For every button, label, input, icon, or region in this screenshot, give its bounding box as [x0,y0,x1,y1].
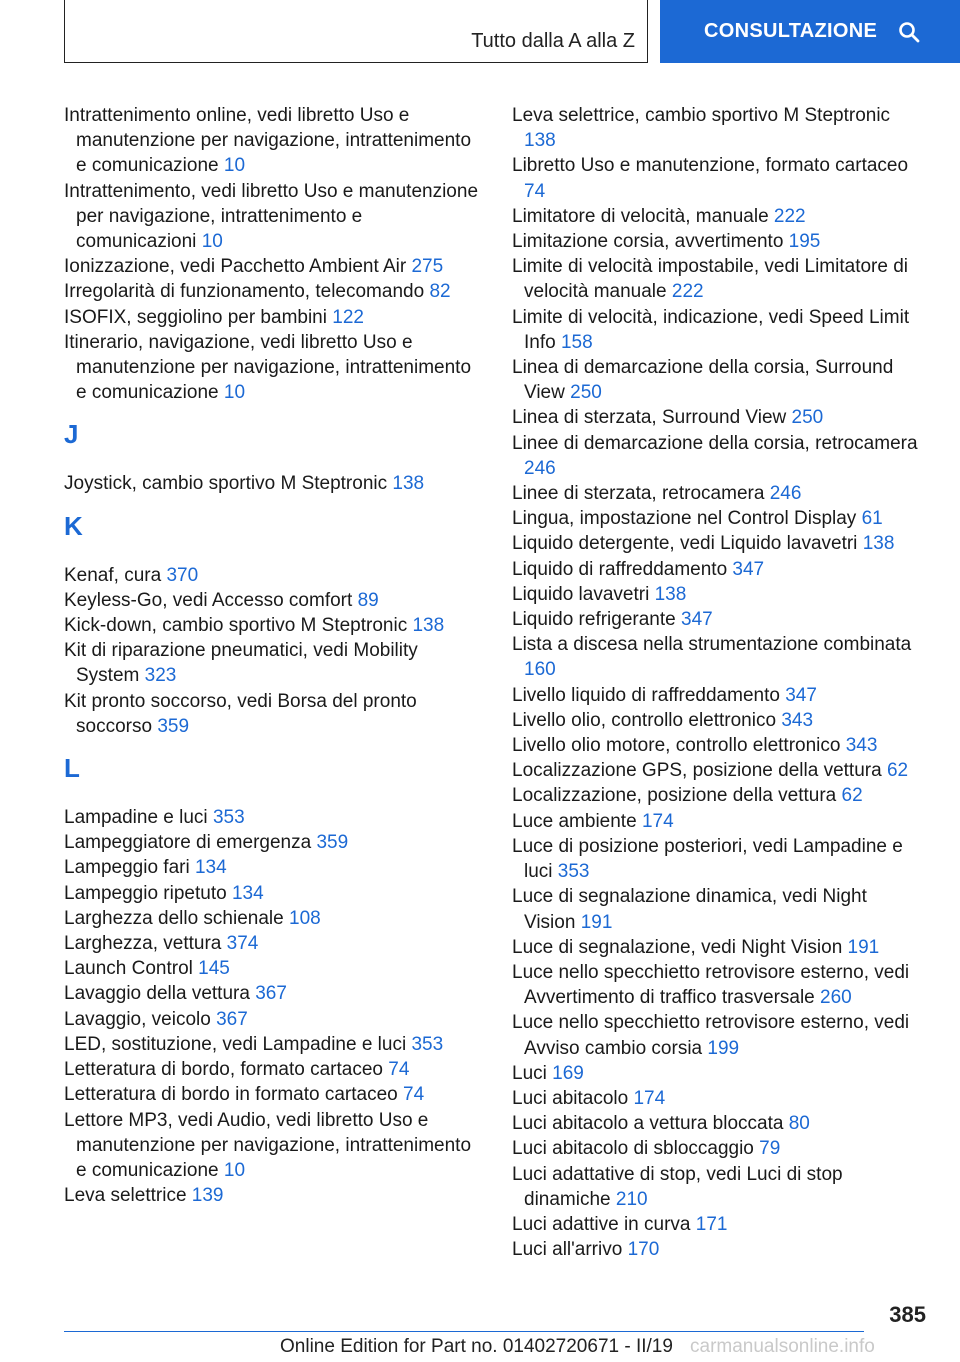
index-entry-text: Luci adattive in curva [512,1213,691,1235]
index-entry-text: Luce nello specchietto retrovisore esterno, vedi Avviso cambio corsia [512,1012,910,1059]
page-number: 385 [889,1302,926,1327]
index-entry-text: Limitazione corsia, avvertimento [512,231,784,253]
page-reference-link[interactable]: 275 [411,256,444,278]
page-reference-link[interactable]: 89 [357,589,379,611]
page-reference-link[interactable]: 10 [223,382,246,404]
index-entry [64,981,484,1006]
index-entry [512,960,922,1010]
index-entry [512,1212,922,1237]
page-reference-link[interactable]: 74 [388,1059,410,1081]
index-entry-text: Livello olio motore, controllo elettronico [512,735,841,757]
index-entry-text: Linee di demarcazione della corsia, retrocamera [512,432,918,454]
index-entry-text: Lingua, impostazione nel Control Display [512,508,857,530]
index-entry-text: Letteratura di bordo in formato cartaceo [64,1084,398,1106]
index-entry [512,405,922,430]
watermark-text: carmanualsonline.info [690,1336,875,1357]
index-entry-text: Luci all'arrivo [512,1239,623,1261]
index-entry-text: Limite di velocità impostabile, vedi Limitatore di velocità manuale [512,256,909,303]
search-icon [897,20,921,44]
index-entry-text: Lampeggio fari [64,857,190,879]
page-reference-link[interactable]: 160 [524,659,556,681]
index-entry [64,279,484,304]
page-reference-link[interactable]: 122 [332,306,364,328]
index-entry-text: Letteratura di bordo, formato cartaceo [64,1059,383,1081]
page-reference-link[interactable]: 323 [144,665,177,687]
index-entry [64,305,484,330]
index-entry [512,834,922,884]
index-entry-text: LED, sostituzione, vedi Lampadine e luci [64,1033,407,1055]
footer-edition: Online Edition for Part no. 01402720671 - II/19 [280,1336,673,1357]
index-entry-text: Lavaggio, veicolo [64,1008,211,1030]
index-entry-text: Luci abitacolo di sbloccaggio [512,1138,754,1160]
index-entry-text: Limite di velocità, indicazione, vedi Speed Limit Info [512,306,910,353]
index-entry-text: Luci [512,1062,547,1084]
page-reference-link[interactable]: 139 [191,1185,224,1207]
index-entry-text: Lampadine e luci [64,807,208,829]
page-reference-link[interactable]: 134 [194,857,227,879]
index-entry [512,506,922,531]
page-reference-link[interactable]: 367 [216,1008,248,1030]
index-entry [512,708,922,733]
index-entry-text: Lista a discesa nella strumentazione combinata [512,634,912,656]
page-reference-link[interactable]: 138 [862,533,895,555]
index-entry [512,1162,922,1212]
index-entry [64,254,484,279]
index-entry [512,1237,922,1262]
index-entry [64,1032,484,1057]
page-reference-link[interactable]: 174 [633,1087,666,1109]
page-reference-link[interactable]: 222 [671,281,704,303]
index-entry [512,1061,922,1086]
page-reference-link[interactable]: 138 [412,615,445,637]
index-entry-text: Localizzazione GPS, posizione della vettura [512,760,882,782]
page-reference-link[interactable]: 246 [769,483,802,505]
index-entry-text: Liquido refrigerante [512,609,676,631]
index-entry [64,613,484,638]
index-entry-text: Linea di sterzata, Surround View [512,407,787,429]
index-entry-text: Kenaf, cura [64,564,162,586]
page-reference-link[interactable]: 347 [785,684,817,706]
page-reference-link[interactable]: 170 [627,1239,660,1261]
index-entry-text: Keyless-Go, vedi Accesso comfort [64,589,353,611]
index-entry [64,956,484,981]
index-entry-text: Joystick, cambio sportivo M Steptronic [64,473,388,495]
index-entry-text: Leva selettrice [64,1185,187,1207]
page-reference-link[interactable]: 250 [570,382,602,404]
index-entry [512,557,922,582]
index-entry [64,689,484,739]
page-reference-link[interactable]: 145 [198,958,230,980]
index-entry-text: Localizzazione, posizione della vettura [512,785,837,807]
page-reference-link[interactable]: 347 [732,558,765,580]
index-entry-text: Linee di sterzata, retrocamera [512,483,765,505]
index-entry-text: Liquido di raffreddamento [512,558,728,580]
index-entry-text: ISOFIX, seggiolino per bambini [64,306,327,328]
index-entry-text: Libretto Uso e manutenzione, formato cartaceo [512,155,909,177]
index-letter-heading: L [64,753,80,784]
page-reference-link[interactable]: 82 [429,281,451,303]
index-entry-text: Ionizzazione, vedi Pacchetto Ambient Air [64,256,407,278]
page-reference-link[interactable]: 10 [223,155,246,177]
page-reference-link[interactable]: 343 [781,709,814,731]
index-entry [512,884,922,934]
index-column-right [512,103,922,1262]
index-entry-text: Irregolarità di funzionamento, telecomando [64,281,425,303]
page-reference-link[interactable]: 195 [788,231,821,253]
index-entry [512,935,922,960]
index-entry [512,204,922,229]
index-entry [64,1057,484,1082]
index-entry-text: Lettore MP3, vedi Audio, vedi libretto Uso e manutenzione per navigazione, intrattenimento e comunicazione [64,1109,472,1181]
index-entry-text: Lampeggio ripetuto [64,882,227,904]
page-reference-link[interactable]: 260 [820,987,852,1009]
index-entry [512,355,922,405]
index-entry [512,1010,922,1060]
index-entry-text: Itinerario, navigazione, vedi libretto Uso e manutenzione per navigazione, intrattenimento e comunicazione [64,331,472,404]
index-entry [512,758,922,783]
page-reference-link[interactable]: 191 [847,936,880,958]
page-reference-link[interactable]: 108 [289,907,321,929]
index-letter-heading: K [64,510,83,541]
index-column-left [64,103,484,1208]
index-entry-text: Luce ambiente [512,810,637,832]
index-entry-text: Larghezza, vettura [64,933,222,955]
index-entry [512,481,922,506]
index-entry [64,1108,484,1184]
page-reference-link[interactable]: 222 [773,205,806,227]
index-entry-text: Kit pronto soccorso, vedi Borsa del pronto soccorso [64,690,417,737]
index-entry [64,179,484,255]
index-entry-text: Lampeggiatore di emergenza [64,832,312,854]
index-entry [512,582,922,607]
page-reference-link[interactable]: 347 [681,609,713,631]
page-reference-link[interactable]: 359 [157,715,190,737]
index-entry-text: Livello olio, controllo elettronico [512,709,777,731]
index-entry [64,931,484,956]
index-entry [512,733,922,758]
page-reference-link[interactable]: 246 [524,457,556,479]
page-reference-link[interactable]: 171 [695,1213,728,1235]
index-entry-text: Luci abitacolo a vettura bloccata [512,1113,784,1135]
index-entry-text: Intrattenimento, vedi libretto Uso e manutenzione per navigazione, intrattenimento e comunicazioni [64,180,479,253]
index-entry-text: Limitatore di velocità, manuale [512,205,769,227]
footer-divider [64,1331,864,1332]
page-reference-link[interactable]: 169 [552,1062,584,1084]
index-entry [64,906,484,931]
index-entry [512,103,922,153]
index-entry-text: Luce di posizione posteriori, vedi Lampadine e luci [512,835,903,883]
page-reference-link[interactable]: 61 [861,508,883,530]
index-entry [64,638,484,688]
page-reference-link[interactable]: 62 [886,760,909,782]
index-entry [64,330,484,406]
index-entry-text: Leva selettrice, cambio sportivo M Steptronic [512,105,891,126]
index-entry [512,254,922,304]
section-title: Tutto dalla A alla Z [471,30,635,52]
index-letter-heading: J [64,419,79,450]
page-reference-link[interactable]: 158 [560,331,593,353]
page-reference-link[interactable]: 359 [316,832,349,854]
page-reference-link[interactable]: 353 [212,807,245,829]
index-entry-text: Liquido lavavetri [512,583,650,605]
page-reference-link[interactable]: 370 [166,564,199,586]
index-entry [64,1183,484,1208]
page-reference-link[interactable]: 199 [707,1037,740,1059]
page-reference-link[interactable]: 10 [201,231,223,253]
page-reference-link[interactable]: 353 [557,861,590,883]
index-entry [64,1082,484,1107]
index-entry [64,563,484,588]
page-reference-link[interactable]: 353 [411,1033,444,1055]
index-entry [512,1086,922,1111]
page-reference-link[interactable]: 210 [615,1188,648,1210]
header-title-box [64,0,648,63]
page-reference-link[interactable]: 138 [654,583,687,605]
page-reference-link[interactable]: 134 [231,882,264,904]
page-reference-link[interactable]: 174 [641,810,674,832]
index-entry [64,881,484,906]
consultation-tab-label: CONSULTAZIONE [704,20,878,42]
index-entry [512,229,922,254]
index-entry-text: Luce nello specchietto retrovisore esterno, vedi Avvertimento di traffico trasversale [512,961,910,1009]
index-entry-text: Luci adattative di stop, vedi Luci di stop dinamiche [512,1163,843,1210]
index-entry [64,471,484,496]
index-entry-text: Luce di segnalazione, vedi Night Vision [512,936,843,958]
page-reference-link[interactable]: 10 [223,1159,246,1181]
index-entry [64,103,484,179]
index-entry-text: Lavaggio della vettura [64,983,250,1005]
index-entry [512,153,922,203]
page-reference-link[interactable]: 74 [403,1084,425,1106]
index-entry [512,305,922,355]
page-reference-link[interactable]: 138 [392,473,425,495]
index-entry [512,809,922,834]
index-entry [512,607,922,632]
index-entry [512,632,922,682]
index-entry [64,805,484,830]
page-reference-link[interactable]: 62 [841,785,863,807]
index-entry [512,1111,922,1136]
page-reference-link[interactable]: 367 [255,983,287,1005]
index-entry [64,588,484,613]
index-entry-text: Kick-down, cambio sportivo M Steptronic [64,615,408,637]
page-reference-link[interactable]: 191 [580,911,613,933]
index-entry [64,1007,484,1032]
index-entry-text: Liquido detergente, vedi Liquido lavavetri [512,533,858,555]
index-entry [512,431,922,481]
index-entry-text: Luce di segnalazione dinamica, vedi Night Vision [512,886,867,933]
index-entry-text: Larghezza dello schienale [64,907,284,929]
page-reference-link[interactable]: 374 [226,933,259,955]
page-reference-link[interactable]: 250 [791,407,824,429]
index-entry-text: Linea di demarcazione della corsia, Surround View [512,357,894,404]
index-entry [64,855,484,880]
index-entry [512,1136,922,1161]
index-entry-text: Kit di riparazione pneumatici, vedi Mobility System [64,640,418,687]
index-entry-text: Launch Control [64,958,193,980]
page-reference-link[interactable]: 80 [788,1113,810,1135]
index-entry [64,830,484,855]
consultation-tab[interactable] [660,0,960,63]
index-entry-text: Luci abitacolo [512,1087,629,1109]
index-entry-text: Intrattenimento online, vedi libretto Uso e manutenzione per navigazione, intrattenimento e comunicazione [64,105,472,177]
index-entry [512,683,922,708]
page-reference-link[interactable]: 79 [759,1138,781,1160]
page-reference-link[interactable]: 343 [845,735,878,757]
index-entry [512,531,922,556]
page-reference-link[interactable]: 74 [524,180,546,202]
page-reference-link[interactable]: 138 [524,130,556,152]
index-entry-text: Livello liquido di raffreddamento [512,684,780,706]
index-entry [512,783,922,808]
